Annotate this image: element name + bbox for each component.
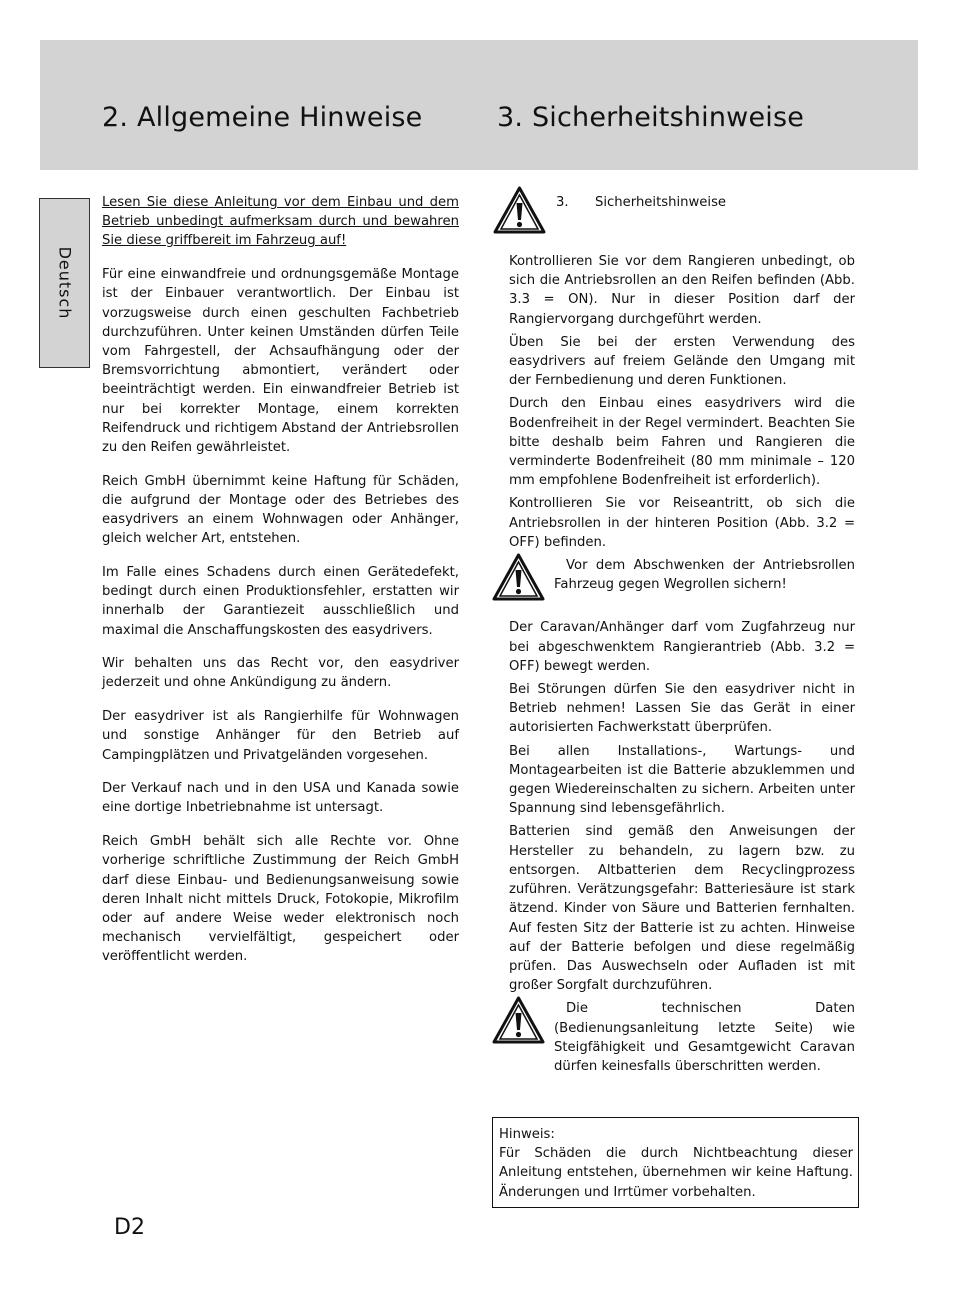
paragraph: Üben Sie bei der ersten Verwendung des easydrivers auf freiem Gelände den Umgang mit der Fernbedienung und deren Funktionen. [509, 334, 855, 389]
paragraph: Durch den Einbau eines easydrivers wird die Bodenfreiheit in der Regel vermindert. Beachten Sie bitte deshalb beim Fahren und Rangieren die verminderte Bodenfreiheit (80 mm minimale – 120 mm empfohlene Bodenfreiheit ist erforderlich). [509, 396, 855, 489]
warning-triangle-icon [491, 995, 546, 1045]
warning-block [509, 556, 855, 594]
section-subtitle: Sicherheitshinweise [595, 195, 727, 210]
paragraph: Reich GmbH behält sich alle Rechte vor. Ohne vorherige schriftliche Zustimmung der Reich GmbH darf diese Einbau- und Bedienungsanweisung sowie deren Inhalt nicht mittels Druck, Fotokopie, Mikrofilm oder auf andere Weise weder elektronisch noch mechanisch vervielfältigt, gespeichert oder veröffentlicht werden. [102, 834, 459, 965]
general-notes-column [102, 193, 459, 981]
paragraph: Der Caravan/Anhänger darf vom Zugfahrzeug nur bei abgeschwenktem Rangierantrieb (Abb. 3.2 = OFF) bewegt werden. [509, 620, 855, 674]
safety-notes-column [509, 252, 855, 1080]
paragraph: Kontrollieren Sie vor Reiseantritt, ob sich die Antriebsrollen in der hinteren Position (Abb. 3.2 = OFF) befinden. [509, 496, 855, 550]
paragraph: Im Falle eines Schadens durch einen Gerätedefekt, bedingt durch einen Produktionsfehler, erstatten wir innerhalb der Garantiezeit ausschließlich und maximal die Anschaffungskosten des easydrivers. [102, 564, 459, 638]
warning-triangle-icon [492, 185, 547, 235]
section-title-general: 2. Allgemeine Hinweise [102, 102, 423, 133]
warning-triangle-icon [491, 552, 546, 602]
paragraph: Bei allen Installations-, Wartungs- und Montagearbeiten ist die Batterie abzuklemmen und gegen Wiedereinschalten zu sichern. Arbeiten unter Spannung sind lebensgefährlich. [509, 743, 855, 817]
warning-text: Die technischen Daten (Bedienungsanleitung letzte Seite) wie Steigfähigkeit und Gesamtgewicht Caravan dürfen keinesfalls überschritten werden. [554, 1001, 855, 1074]
language-tab-label: Deutsch [55, 246, 74, 320]
paragraph: Wir behalten uns das Recht vor, den easydriver jederzeit und ohne Ankündigung zu ändern. [102, 656, 459, 691]
paragraph: Reich GmbH übernimmt keine Haftung für Schäden, die aufgrund der Montage oder des Betriebes des easydrivers an einem Wohnwagen oder Anhänger, gleich welcher Art, entstehen. [102, 473, 459, 547]
paragraph: Bei Störungen dürfen Sie den easydriver nicht in Betrieb nehmen! Lassen Sie das Gerät in einer autorisierten Fachwerkstatt überprüfen. [509, 682, 855, 736]
note-box [492, 1117, 859, 1208]
paragraph: Der easydriver ist als Rangierhilfe für Wohnwagen und sonstige Anhänger für den Betrieb auf Campingplätzen und Privatgeländen vorgesehen. [102, 709, 459, 763]
note-title: Hinweis: [499, 1127, 555, 1142]
warning-text: Vor dem Abschwenken der Antriebsrollen Fahrzeug gegen Wegrollen sichern! [554, 558, 855, 593]
section-title-safety: 3. Sicherheitshinweise [497, 102, 805, 133]
warning-block [509, 999, 855, 1076]
page-number: D2 [114, 1215, 145, 1240]
language-tab[interactable] [39, 198, 90, 368]
paragraph: Der Verkauf nach und in den USA und Kanada sowie eine dortige Inbetriebnahme ist untersagt. [102, 781, 459, 816]
paragraph: Batterien sind gemäß den Anweisungen der Hersteller zu behandeln, zu lagern bzw. zu entsorgen. Altbatterien dem Recyclingprozess zuführen. Verätzungsgefahr: Batteriesäure ist stark ätzend. Kinder von Säure und Batterien fernhalten. Auf festen Sitz der Batterie ist zu achten. Hinweise auf der Batterie befolgen und diese regelmäßig prüfen. Das Auswechseln oder Aufladen ist mit großer Sorgfalt durchzuführen. [509, 824, 855, 994]
paragraph: Kontrollieren Sie vor dem Rangieren unbedingt, ob sich die Antriebsrollen an den Reifen befinden (Abb. 3.3 = ON). Nur in dieser Position darf der Rangiervorgang durchgeführt werden. [509, 254, 855, 327]
note-text: Für Schäden die durch Nichtbeachtung dieser Anleitung entstehen, übernehmen wir keine Haftung. Änderungen und Irrtümer vorbehalten. [499, 1146, 853, 1200]
paragraph: Für eine einwandfreie und ordnungsgemäße Montage ist der Einbauer verantwortlich. Der Einbau ist vorzugsweise durch einen geschulten Fachbetrieb durchzuführen. Unter keinen Umständen dürfen Teile vom Fahrgestell, der Achsaufhängung oder der Bremsvorrichtung abmontiert, verändert oder beeinträchtigt werden. Ein einwandfreier Betrieb ist nur bei korrekter Montage, einem korrekten Reifendruck und richtigem Abstand der Antriebsrollen zu den Reifen gewährleistet. [102, 267, 459, 455]
section-number: 3. [556, 195, 569, 210]
intro-underlined: Lesen Sie diese Anleitung vor dem Einbau und dem Betrieb unbedingt aufmerksam durch und bewahren Sie diese griffbereit im Fahrzeug auf! [102, 195, 459, 249]
